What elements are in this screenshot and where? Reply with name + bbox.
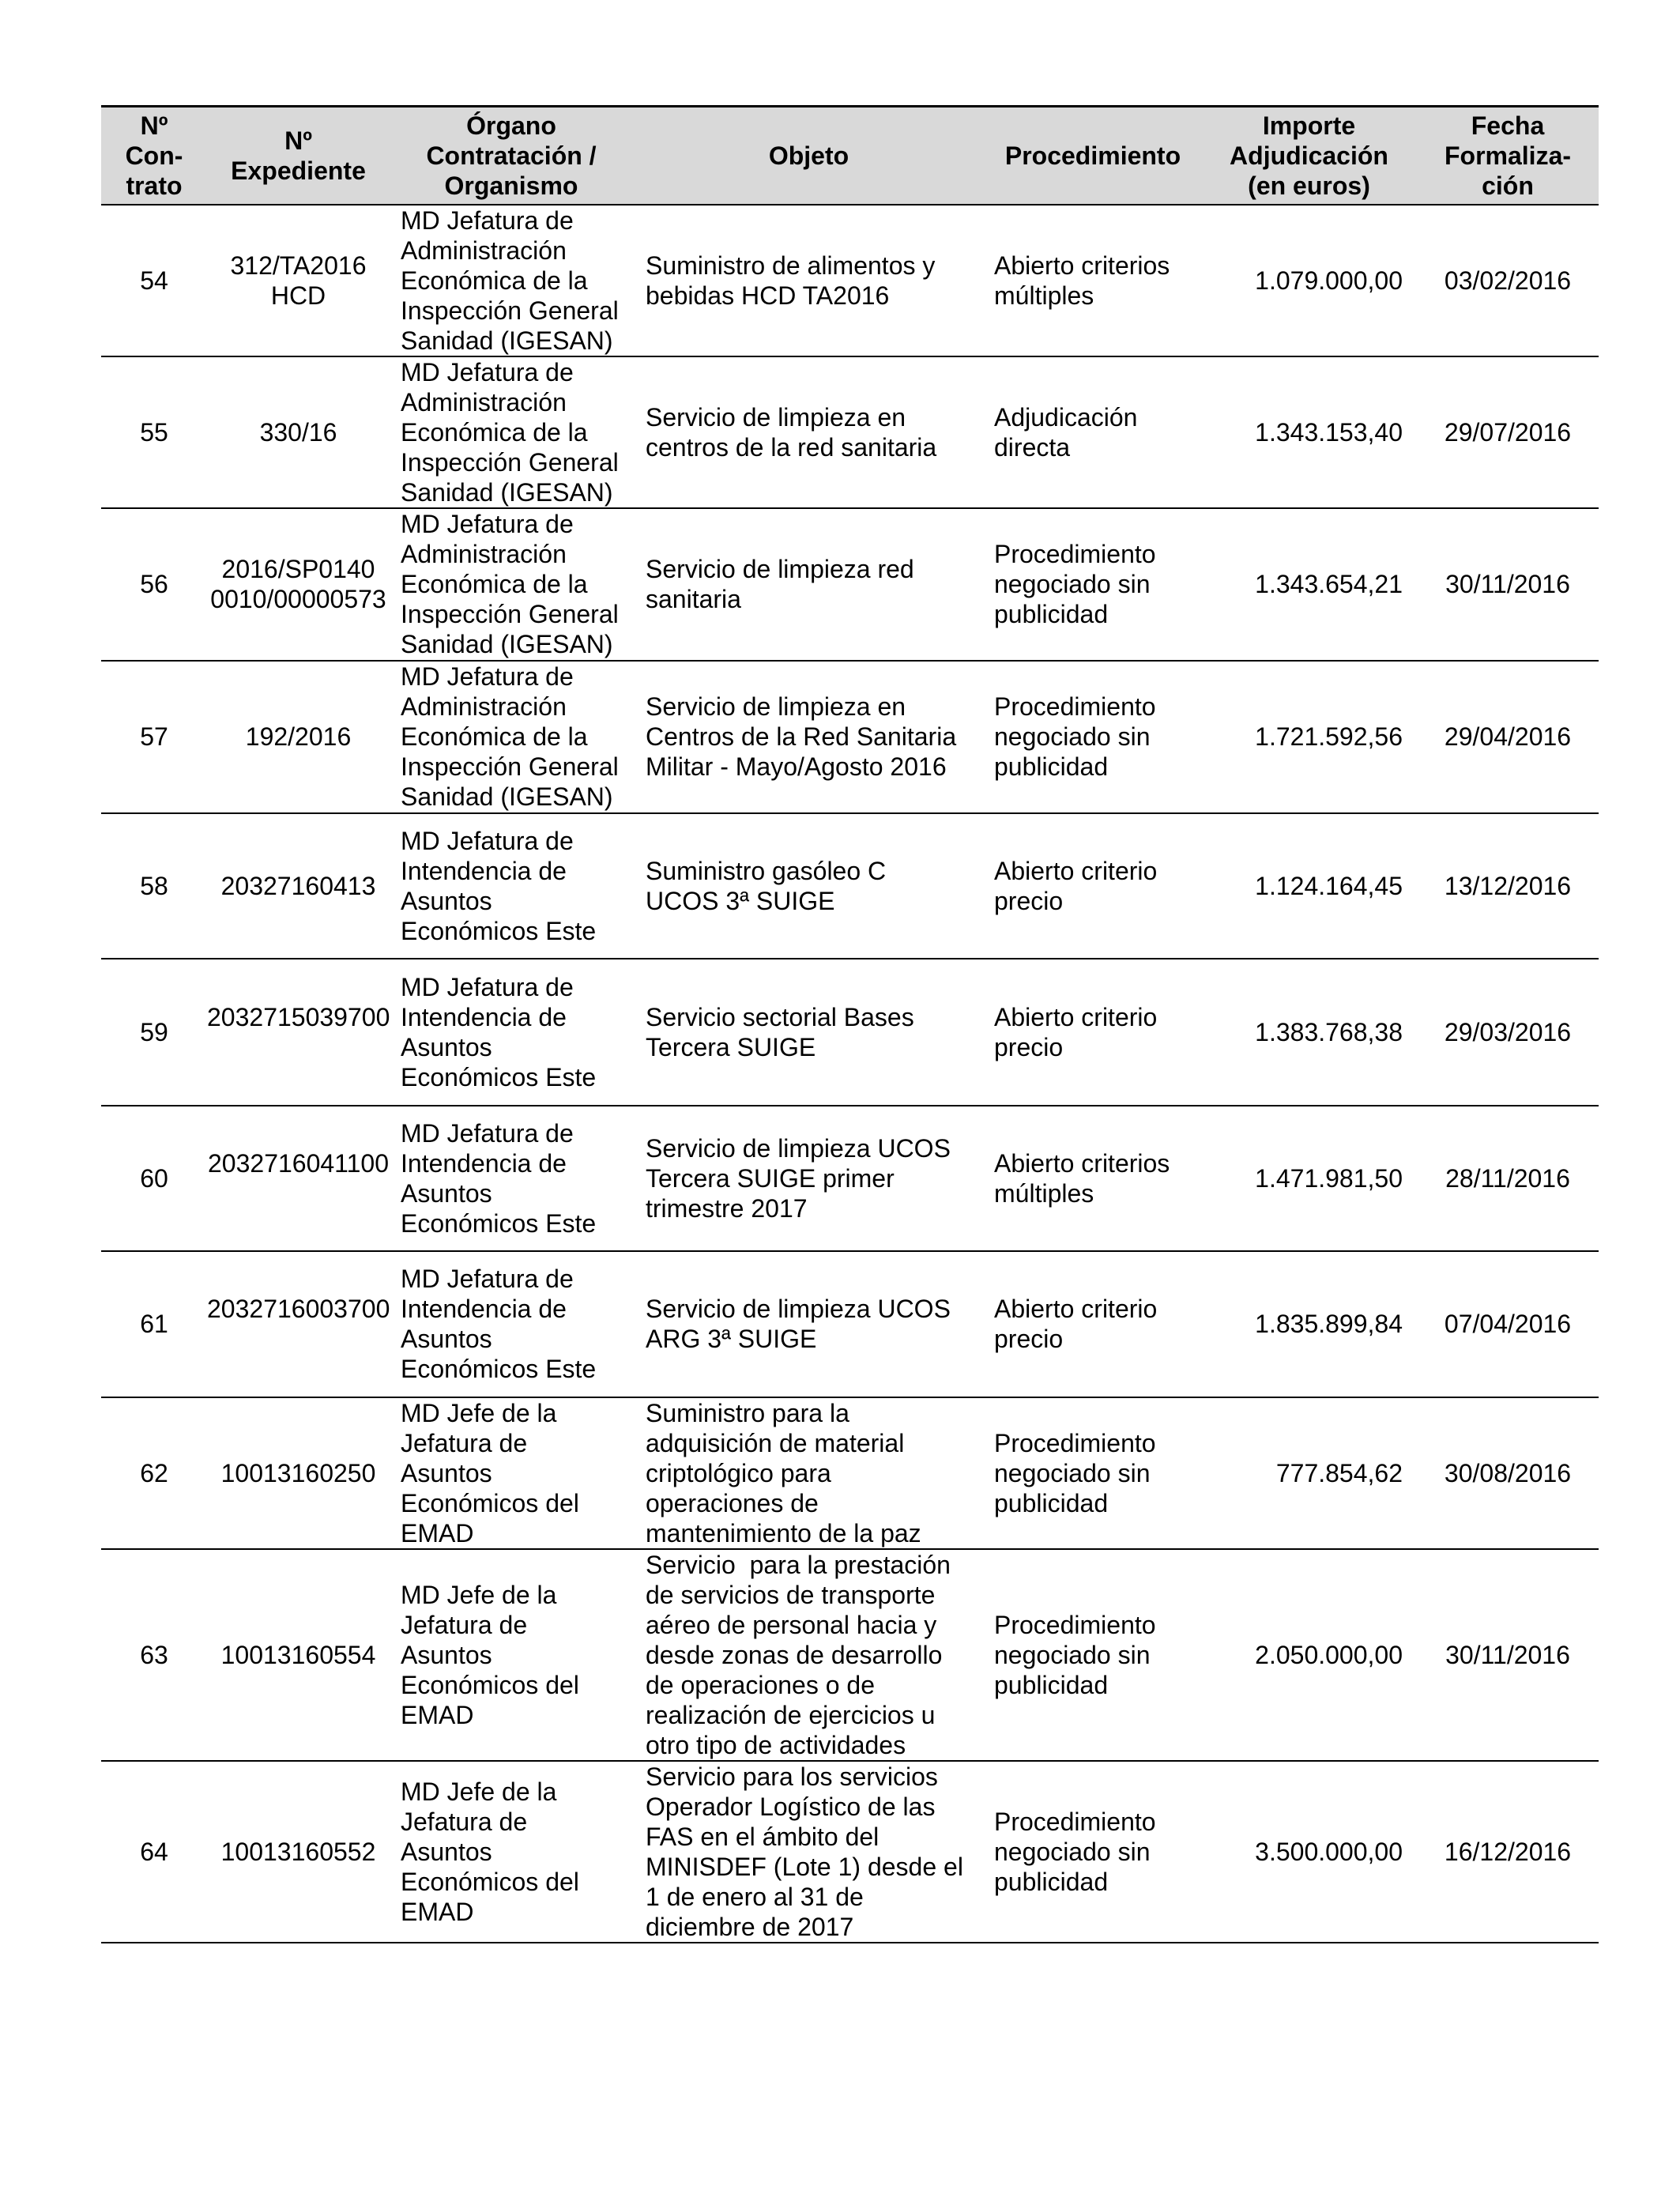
cell-organo: MD Jefatura de Administración Económica de la Inspección General Sanidad (IGESAN) [390,356,633,508]
cell-expediente: 2032716041100 [207,1106,390,1251]
cell-objeto: Servicio de limpieza en Centros de la Red Sanitaria Militar - Mayo/Agosto 2016 [633,661,985,813]
header-procedimiento: Procedimiento [985,107,1201,205]
cell-procedimiento: Abierto criterios múltiples [985,205,1201,356]
cell-expediente: 330/16 [207,356,390,508]
cell-contrato: 55 [101,356,207,508]
cell-fecha: 13/12/2016 [1417,813,1599,959]
cell-objeto: Servicio para los servicios Operador Logístico de las FAS en el ámbito del MINISDEF (Lote 1) desde el 1 de enero al 31 de diciembre de 2017 [633,1761,985,1943]
cell-organo: MD Jefe de la Jefatura de Asuntos Económicos del EMAD [390,1397,633,1549]
cell-contrato: 64 [101,1761,207,1943]
contracts-table [101,105,1599,1943]
cell-procedimiento: Abierto criterios múltiples [985,1106,1201,1251]
table-row [101,813,1599,959]
cell-importe: 1.343.654,21 [1201,508,1417,661]
cell-expediente: 2032716003700 [207,1251,390,1397]
cell-organo: MD Jefatura de Intendencia de Asuntos Económicos Este [390,959,633,1106]
cell-objeto: Servicio de limpieza UCOS ARG 3ª SUIGE [633,1251,985,1397]
cell-objeto: Suministro gasóleo C UCOS 3ª SUIGE [633,813,985,959]
cell-expediente: 10013160250 [207,1397,390,1549]
cell-organo: MD Jefatura de Administración Económica de la Inspección General Sanidad (IGESAN) [390,205,633,356]
cell-objeto: Servicio de limpieza red sanitaria [633,508,985,661]
header-contrato: Nº Con- trato [101,107,207,205]
cell-fecha: 03/02/2016 [1417,205,1599,356]
cell-importe: 3.500.000,00 [1201,1761,1417,1943]
cell-importe: 1.721.592,56 [1201,661,1417,813]
cell-importe: 1.471.981,50 [1201,1106,1417,1251]
cell-procedimiento: Adjudicación directa [985,356,1201,508]
cell-fecha: 16/12/2016 [1417,1761,1599,1943]
cell-expediente: 2032715039700 [207,959,390,1106]
cell-procedimiento: Procedimiento negociado sin publicidad [985,1761,1201,1943]
cell-contrato: 58 [101,813,207,959]
cell-organo: MD Jefe de la Jefatura de Asuntos Económicos del EMAD [390,1549,633,1761]
table-row [101,508,1599,661]
header-organo: Órgano Contratación / Organismo [390,107,633,205]
cell-expediente: 10013160554 [207,1549,390,1761]
table-row [101,1761,1599,1943]
cell-fecha: 07/04/2016 [1417,1251,1599,1397]
cell-expediente: 10013160552 [207,1761,390,1943]
cell-contrato: 63 [101,1549,207,1761]
cell-fecha: 29/04/2016 [1417,661,1599,813]
cell-expediente: 20327160413 [207,813,390,959]
cell-importe: 1.079.000,00 [1201,205,1417,356]
table-header [101,107,1599,205]
table-row [101,959,1599,1106]
cell-contrato: 62 [101,1397,207,1549]
table-row [101,356,1599,508]
cell-importe: 2.050.000,00 [1201,1549,1417,1761]
cell-organo: MD Jefatura de Intendencia de Asuntos Económicos Este [390,813,633,959]
cell-procedimiento: Procedimiento negociado sin publicidad [985,508,1201,661]
cell-organo: MD Jefatura de Administración Económica de la Inspección General Sanidad (IGESAN) [390,661,633,813]
cell-fecha: 29/03/2016 [1417,959,1599,1106]
cell-contrato: 59 [101,959,207,1106]
table-row [101,1106,1599,1251]
cell-organo: MD Jefatura de Intendencia de Asuntos Económicos Este [390,1106,633,1251]
cell-organo: MD Jefatura de Administración Económica de la Inspección General Sanidad (IGESAN) [390,508,633,661]
cell-objeto: Servicio de limpieza en centros de la red sanitaria [633,356,985,508]
cell-contrato: 56 [101,508,207,661]
cell-procedimiento: Abierto criterio precio [985,959,1201,1106]
cell-contrato: 54 [101,205,207,356]
cell-contrato: 60 [101,1106,207,1251]
cell-fecha: 29/07/2016 [1417,356,1599,508]
cell-expediente: 2016/SP0140 0010/00000573 [207,508,390,661]
cell-fecha: 28/11/2016 [1417,1106,1599,1251]
cell-contrato: 57 [101,661,207,813]
table-row [101,1251,1599,1397]
cell-objeto: Servicio para la prestación de servicios de transporte aéreo de personal hacia y desde zonas de desarrollo de operaciones o de realización de ejercicios u otro tipo de actividades [633,1549,985,1761]
cell-importe: 1.835.899,84 [1201,1251,1417,1397]
cell-objeto: Suministro de alimentos y bebidas HCD TA2016 [633,205,985,356]
cell-objeto: Suministro para la adquisición de material criptológico para operaciones de mantenimiento de la paz [633,1397,985,1549]
table-row [101,1397,1599,1549]
cell-procedimiento: Abierto criterio precio [985,1251,1201,1397]
cell-procedimiento: Procedimiento negociado sin publicidad [985,661,1201,813]
header-objeto: Objeto [633,107,985,205]
cell-importe: 1.343.153,40 [1201,356,1417,508]
cell-expediente: 312/TA2016 HCD [207,205,390,356]
cell-importe: 777.854,62 [1201,1397,1417,1549]
cell-objeto: Servicio de limpieza UCOS Tercera SUIGE primer trimestre 2017 [633,1106,985,1251]
table-row [101,205,1599,356]
cell-organo: MD Jefatura de Intendencia de Asuntos Económicos Este [390,1251,633,1397]
cell-organo: MD Jefe de la Jefatura de Asuntos Económicos del EMAD [390,1761,633,1943]
cell-importe: 1.124.164,45 [1201,813,1417,959]
table-row [101,1549,1599,1761]
cell-objeto: Servicio sectorial Bases Tercera SUIGE [633,959,985,1106]
table-row [101,661,1599,813]
header-expediente: Nº Expediente [207,107,390,205]
cell-procedimiento: Procedimiento negociado sin publicidad [985,1397,1201,1549]
header-row [101,107,1599,205]
cell-contrato: 61 [101,1251,207,1397]
cell-fecha: 30/08/2016 [1417,1397,1599,1549]
header-importe: Importe Adjudicación (en euros) [1201,107,1417,205]
cell-procedimiento: Procedimiento negociado sin publicidad [985,1549,1201,1761]
header-fecha: Fecha Formaliza- ción [1417,107,1599,205]
cell-fecha: 30/11/2016 [1417,508,1599,661]
cell-importe: 1.383.768,38 [1201,959,1417,1106]
table-body [101,205,1599,1943]
cell-expediente: 192/2016 [207,661,390,813]
cell-fecha: 30/11/2016 [1417,1549,1599,1761]
cell-procedimiento: Abierto criterio precio [985,813,1201,959]
